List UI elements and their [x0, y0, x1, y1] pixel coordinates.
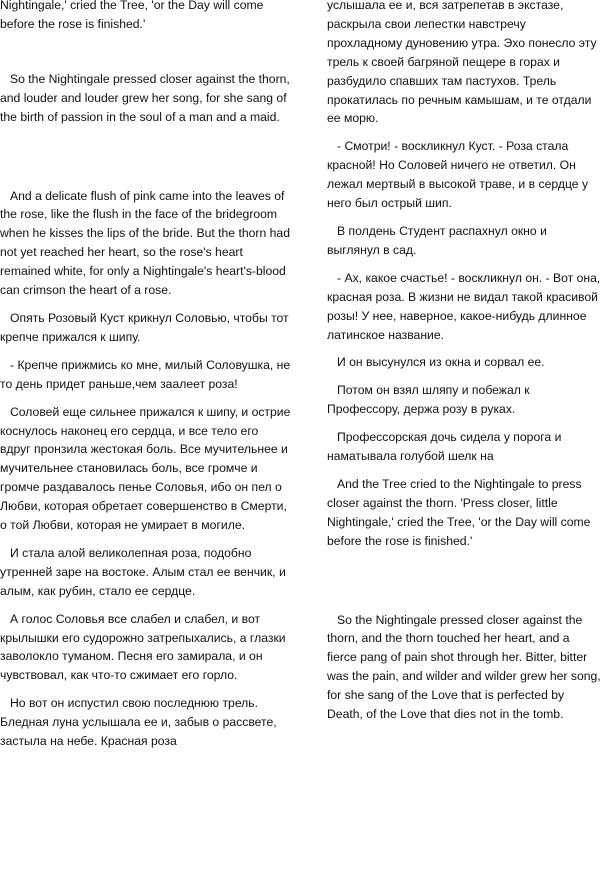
paragraph: А голос Соловья все слабел и слабел, и вот крылышки его судорожно затрепыхались, а глазки заволокло туманом. Песня его замирала, и он чувствовал, как что-то сжимает его горло. [0, 611, 286, 683]
paragraph: Потом он взял шляпу и побежал к Профессору, держа розу в руках. [327, 383, 530, 417]
paragraph: Опять Розовый Куст крикнул Соловью, чтобы тот крепче прижался к шипу. [0, 310, 289, 344]
paragraph: - Смотри! - воскликнул Куст. - Роза стала красной! Но Соловей ничего не ответил. Он лежал мертвый в высокой траве, и в сердце у него был острый шип. [327, 139, 589, 211]
paragraph: And the Tree cried to the Nightingale to press closer against the thorn. 'Press closer, little Nightingale,' cried the Tree, 'or the Day will come before the rose is finished.' [327, 476, 591, 548]
left-column [0, 0, 292, 751]
paragraph: Профессорская дочь сидела у порога и наматывала голубой шелк на [327, 430, 562, 464]
paragraph: So the Nightingale pressed closer against the thorn, and louder and louder grew her song, for she sang of the birth of passion in the soul of a man and a maid. [0, 71, 290, 124]
paragraph: В полдень Студент распахнул окно и выглянул в сад. [327, 223, 547, 257]
paragraph: And a delicate flush of pink came into the leaves of the rose, like the flush in the face of the bridegroom when he kisses the lips of the bride. But the thorn had not yet reached her heart, so the rose's heart remained white, for only a Nightingale's heart's-blood can crimson the heart of a rose. [0, 188, 290, 298]
paragraph: Nightingale,' cried the Tree, 'or the Day will come before the rose is finished.' [0, 0, 264, 31]
paragraph: - Крепче прижмись ко мне, милый Соловушка, не то день придет раньше,чем заалеет роза! [0, 357, 291, 391]
paragraph: И он высунулся из окна и сорвал ее. [337, 355, 545, 370]
paragraph: И стала алой великолепная роза, подобно утренней заре на востоке. Алым стал ее венчик, и алым, как рубин, стало ее сердце. [0, 545, 286, 598]
paragraph: Соловей еще сильнее прижался к шипу, и острие коснулось наконец его сердца, и все тело его вдруг пронзила жестокая боль. Все мучительнее и мучительнее становилась боль, все громче и громче раздавалось пенье Соловья, ибо он пел о Любви, которая обретает совершенство в Смерти, о той Любви, которая не умирает в могиле. [0, 404, 291, 533]
right-column [327, 0, 601, 724]
paragraph: So the Nightingale pressed closer against the thorn, and the thorn touched her heart, and a fierce pang of pain shot through her. Bitter, bitter was the pain, and wilder and wilder grew her song, for she sang of the Love that is perfected by Death, of the Love that dies not in the tomb. [327, 612, 601, 722]
paragraph: Но вот он испустил свою последнюю трель. Бледная луна услышала ее и, забыв о рассвете, застыла на небе. Красная роза [0, 696, 277, 749]
paragraph: услышала ее и, вся затрепетав в экстазе, раскрыла свои лепестки навстречу прохладному дуновению утра. Эхо понесло эту трель к своей багряной пещере в горах и разбудило спавших там пастухов. Трель прокатилась по речным камышам, и те отдали ее морю. [327, 0, 597, 126]
paragraph: - Ах, какое счастье! - воскликнул он. - Вот она, красная роза. В жизни не видал такой красивой розы! У нее, наверное, какое-нибудь длинное латинское название. [327, 270, 601, 342]
